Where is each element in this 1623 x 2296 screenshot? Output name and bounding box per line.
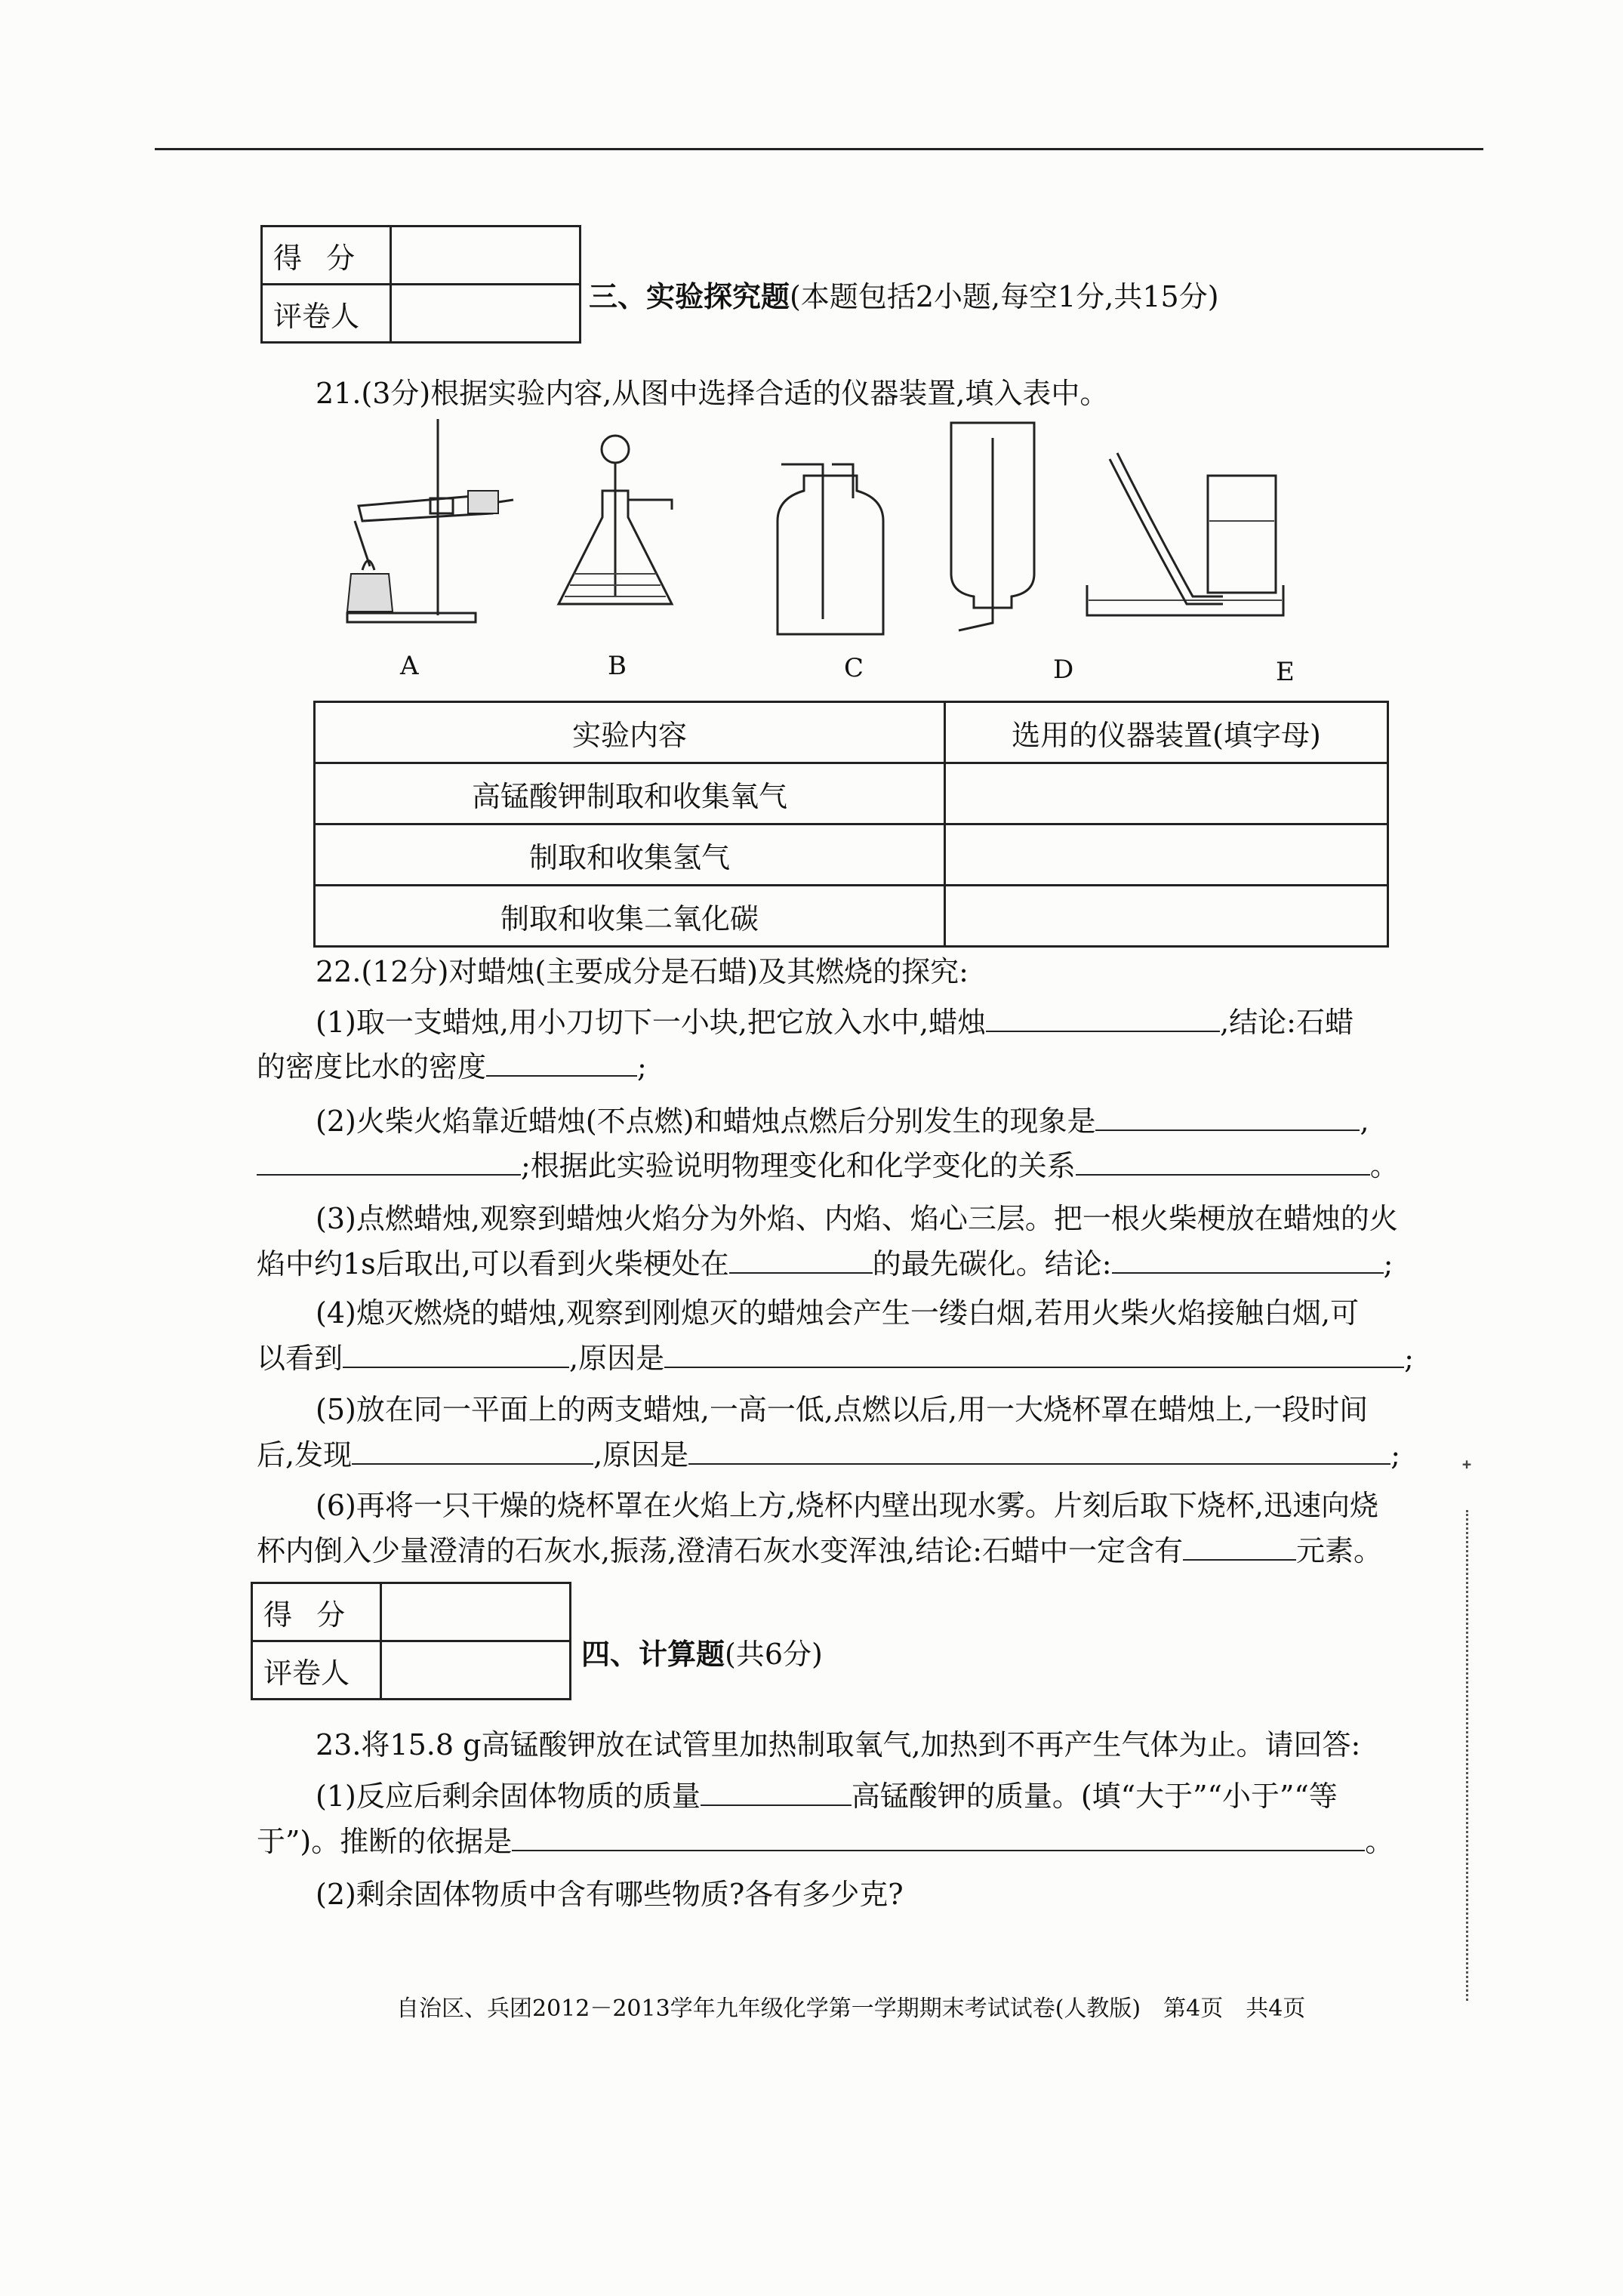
answer-blank[interactable] [1183,1532,1296,1561]
score-label: 得 分 [252,1583,381,1641]
q22-line1 [316,1000,1354,1044]
section4-score-box [251,1582,571,1700]
q22-line5: (3)点燃蜡烛,观察到蜡烛火焰分为外焰、内焰、焰心三层。把一根火柴梗放在蜡烛的火 [316,1202,1398,1235]
q23-line1 [316,1774,1338,1818]
apparatus-b [559,436,672,604]
score-cell[interactable] [391,227,581,285]
figure-label-d: D [1053,655,1074,685]
section3-score-box [260,225,581,344]
q22-title: 22.(12分)对蜡烛(主要成分是石蜡)及其燃烧的探究: [316,955,969,988]
answer-blank[interactable] [986,1003,1220,1032]
q22-line7: (4)熄灭燃烧的蜡烛,观察到刚熄灭的蜡烛会产生一缕白烟,若用火柴火焰接触白烟,可 [316,1296,1360,1330]
q22-line6 [257,1242,1393,1286]
answer-blank[interactable] [352,1436,593,1465]
grader-cell[interactable] [391,285,581,343]
grader-label: 评卷人 [262,285,391,343]
figure-label-c: C [844,653,864,683]
answer-blank[interactable] [701,1777,852,1806]
q22-line3 [316,1099,1369,1143]
q22-p1b: ,结论:石蜡 [1220,1006,1354,1039]
figure-label-b: B [608,651,627,681]
q22-p2b: , [1360,1105,1369,1138]
answer-blank[interactable] [688,1436,1390,1465]
table-row [315,763,1388,824]
table-header-content: 实验内容 [315,702,945,763]
q22-p1d: ; [637,1050,647,1083]
binding-margin-line [1466,1510,1468,2001]
q22-line11: (6)再将一只干燥的烧杯罩在火焰上方,烧杯内壁出现水雾。片刻后取下烧杯,迅速向烧 [316,1489,1378,1522]
table-row [315,824,1388,886]
q22-p2a: (2)火柴火焰靠近蜡烛(不点燃)和蜡烛点燃后分别发生的现象是 [316,1105,1096,1138]
answer-blank[interactable] [343,1339,569,1368]
q22-p5b: 后,发现 [257,1438,353,1472]
table-cell-content: 制取和收集二氧化碳 [315,886,945,947]
answer-blank[interactable] [486,1048,637,1077]
answer-blank[interactable] [729,1245,873,1274]
table-header-apparatus: 选用的仪器装置(填字母) [945,702,1388,763]
q22-line9: (5)放在同一平面上的两支蜡烛,一高一低,点燃以后,用一大烧杯罩在蜡烛上,一段时间 [316,1393,1369,1426]
q22-p5c: ,原因是 [593,1438,689,1472]
q22-line4 [257,1144,1399,1188]
header-rule [155,148,1483,150]
q21-prompt: 21.(3分)根据实验内容,从图中选择合适的仪器装置,填入表中。 [316,377,1109,410]
q23-title: 23.将15.8 g高锰酸钾放在试管里加热制取氧气,加热到不再产生气体为止。请回答: [316,1728,1361,1761]
q22-p3c: 的最先碳化。结论: [872,1247,1112,1281]
answer-blank[interactable] [512,1823,1365,1851]
table-answer-cell[interactable] [945,763,1388,824]
section4-title [581,1631,823,1672]
section3-note: (本题包括2小题,每空1分,共15分) [790,280,1219,313]
grader-label: 评卷人 [252,1641,381,1700]
answer-blank[interactable] [664,1339,1404,1368]
q22-line12 [257,1529,1382,1573]
q22-p3b: 焰中约1s后取出,可以看到火柴梗处在 [257,1247,729,1281]
answer-blank[interactable] [1095,1102,1360,1131]
table-answer-cell[interactable] [945,824,1388,886]
q21-answer-table [313,701,1389,948]
score-label: 得 分 [262,227,391,285]
q22-p1a: (1)取一支蜡烛,用小刀切下一小块,把它放入水中,蜡烛 [316,1006,987,1039]
q23-p1c: 于”)。推断的依据是 [257,1825,513,1858]
section4-note: (共6分) [725,1638,823,1671]
table-cell-content: 制取和收集氢气 [315,824,945,886]
apparatus-c [778,464,883,634]
section4-title-text: 四、计算题 [581,1637,725,1671]
q23-line3: (2)剩余固体物质中含有哪些物质?各有多少克? [316,1878,904,1911]
score-cell[interactable] [381,1583,571,1641]
q22-p4d: ; [1404,1342,1414,1375]
q23-p1b: 高锰酸钾的质量。(填“大于”“小于”“等 [851,1780,1338,1813]
q22-p6c: 元素。 [1296,1534,1383,1567]
page-footer: 自治区、兵团2012－2013学年九年级化学第一学期期末考试试卷(人教版) 第4页 共4页 [396,1996,1306,2022]
apparatus-d [951,423,1034,630]
q22-p3d: ; [1383,1247,1394,1281]
section3-title-text: 三、实验探究题 [589,279,790,313]
margin-mark: ᐩ [1461,1453,1473,1488]
table-answer-cell[interactable] [945,886,1388,947]
apparatus-e [1087,453,1283,615]
answer-blank[interactable] [257,1147,521,1176]
q22-p5d: ; [1390,1438,1400,1472]
q22-line8 [257,1336,1414,1380]
grader-cell[interactable] [381,1641,571,1700]
q23-p1a: (1)反应后剩余固体物质的质量 [316,1780,701,1813]
q23-p1d: 。 [1365,1825,1394,1858]
table-header-row [315,702,1388,763]
apparatus-a [347,419,513,622]
q22-p1c: 的密度比水的密度 [257,1050,487,1083]
answer-blank[interactable] [1112,1245,1384,1274]
q23-line2 [257,1820,1394,1863]
table-cell-content: 高锰酸钾制取和收集氧气 [315,763,945,824]
q22-p2c: ;根据此实验说明物理变化和化学变化的关系 [521,1149,1076,1182]
table-row [315,886,1388,947]
answer-blank[interactable] [1076,1147,1370,1176]
apparatus-figure [325,415,1419,642]
section3-title [589,273,1219,315]
q22-p4b: 以看到 [257,1342,343,1375]
q22-p2d: 。 [1369,1149,1399,1182]
q22-line10 [257,1433,1400,1477]
figure-label-e: E [1276,657,1295,687]
q22-line2 [257,1045,647,1089]
figure-label-a: A [400,651,419,681]
q22-p6b: 杯内倒入少量澄清的石灰水,振荡,澄清石灰水变浑浊,结论:石蜡中一定含有 [257,1534,1184,1567]
q22-p4c: ,原因是 [569,1342,665,1375]
